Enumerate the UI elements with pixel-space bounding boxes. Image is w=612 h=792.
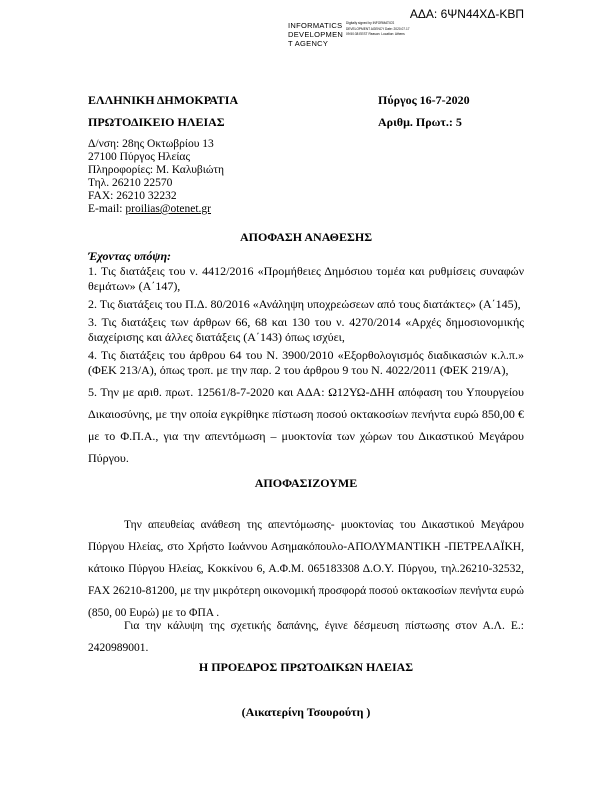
stamp-line-1: INFORMATICS	[288, 21, 343, 30]
decision-heading: ΑΠΟΦΑΣΙΖΟΥΜΕ	[254, 476, 358, 490]
stamp-line-3: T AGENCY	[288, 39, 329, 48]
protocol-number: Αριθμ. Πρωτ.: 5	[378, 115, 462, 129]
digital-signature-stamp	[288, 21, 408, 61]
document-title: ΑΠΟΦΑΣΗ ΑΝΑΘΕΣΗΣ	[239, 230, 373, 244]
ada-code: ΑΔΑ: 6ΨΝ44ΧΔ-ΚΒΠ	[409, 7, 524, 21]
stamp-line-2: DEVELOPMEN	[288, 30, 344, 39]
list-item: 4. Τις διατάξεις του άρθρου 64 του Ν. 3900/2010 «Εξορθολογισμός διαδικασιών κ.λ.π.» (ΦΕΚ 213/Α), όπως τροπ. με την παρ. 2 του άρθρου 9 του Ν. 4022/2011 (ΦΕΚ 219/Α),	[88, 348, 524, 377]
contact-email-line	[88, 203, 224, 216]
court-name: ΠΡΩΤΟΔΙΚΕΙΟ ΗΛΕΙΑΣ	[88, 115, 225, 129]
signatory-title: Η ΠΡΟΕΔΡΟΣ ΠΡΩΤΟΔΙΚΩΝ ΗΛΕΙΑΣ	[198, 660, 414, 674]
contact-block	[88, 138, 224, 216]
list-item: 2. Τις διατάξεις του Π.Δ. 80/2016 «Ανάληψη υποχρεώσεων από τους διατάκτες» (Α΄145),	[88, 297, 521, 311]
decision-paragraph: Την απευθείας ανάθεση της απεντόμωσης- μυοκτονίας του Δικαστικού Μεγάρου Πύργου Ηλείας, στο Χρήστο Ιωάννου Ασημακόπουλο-ΑΠΟΛΥΜΑΝΤΙΚΗ -ΠΕΤΡΕΛΑΪΚΗ, κάτοικο Πύργου Ηλείας, Κοκκίνου 6, Α.Φ.Μ. 065183308 Δ.Ο.Υ. Πύργου, τηλ.26210-32532, FAX 26210-81200, με την μικρότερη οικονομική προσφορά ποσού οκτακοσίων πενήντα ευρώ (850, 00 Ευρώ) με το ΦΠΑ .	[88, 519, 524, 619]
email-label: E-mail:	[88, 203, 126, 215]
state-heading: ΕΛΛΗΝΙΚΗ ΔΗΜΟΚΡΑΤΙΑ	[88, 93, 239, 107]
stamp-details: Digitally signed by INFORMATICS DEVELOPMENT AGENCY Date: 2020.07.17 09:50:38 EEST Reason: Location: Athens	[346, 21, 410, 36]
contact-info: Πληροφορίες: Μ. Καλυβιώτη	[88, 164, 225, 176]
funding-paragraph: Για την κάλυψη της σχετικής δαπάνης, έγινε δέσμευση πίστωσης στον Α.Λ. Ε.: 2420989001.	[88, 620, 524, 654]
contact-fax: FAX: 26210 32232	[88, 190, 177, 202]
signatory-name: (Αικατερίνη Τσουρούτη )	[241, 705, 371, 719]
list-item: 1. Τις διατάξεις του ν. 4412/2016 «Προμήθειες Δημόσιου τομέα και ρυθμίσεις συναφών θεμάτων» (Α΄147),	[88, 264, 524, 293]
contact-city: 27100 Πύργος Ηλείας	[88, 151, 191, 163]
contact-address: Δ/νση: 28ης Οκτωβρίου 13	[88, 138, 214, 150]
document-date: Πύργος 16-7-2020	[378, 93, 470, 107]
considering-heading: Έχοντας υπόψη:	[88, 249, 172, 263]
contact-tel: Τηλ. 26210 22570	[88, 177, 173, 189]
email-link[interactable]: proilias@otenet.gr	[125, 203, 212, 215]
list-item: 5. Την με αριθ. πρωτ. 12561/8-7-2020 και ΑΔΑ: Ω12ΥΩ-ΔΗΗ απόφαση του Υπουργείου Δικαιοσύνης, με την οποία εγκρίθηκε πίστωση ποσού οκτακοσίων πενήντα ευρώ 850,00 € με το Φ.Π.Α., για την απεντόμωση – μυοκτονία των χώρων του Δικαστικού Μεγάρου Πύργου.	[88, 385, 524, 465]
considerations-list	[88, 264, 524, 469]
list-item: 3. Τις διατάξεις των άρθρων 66, 68 και 130 του ν. 4270/2014 «Αρχές δημοσιονομικής διαχείρισης και άλλες διατάξεις (Α΄143) όπως ισχύει,	[88, 315, 524, 344]
